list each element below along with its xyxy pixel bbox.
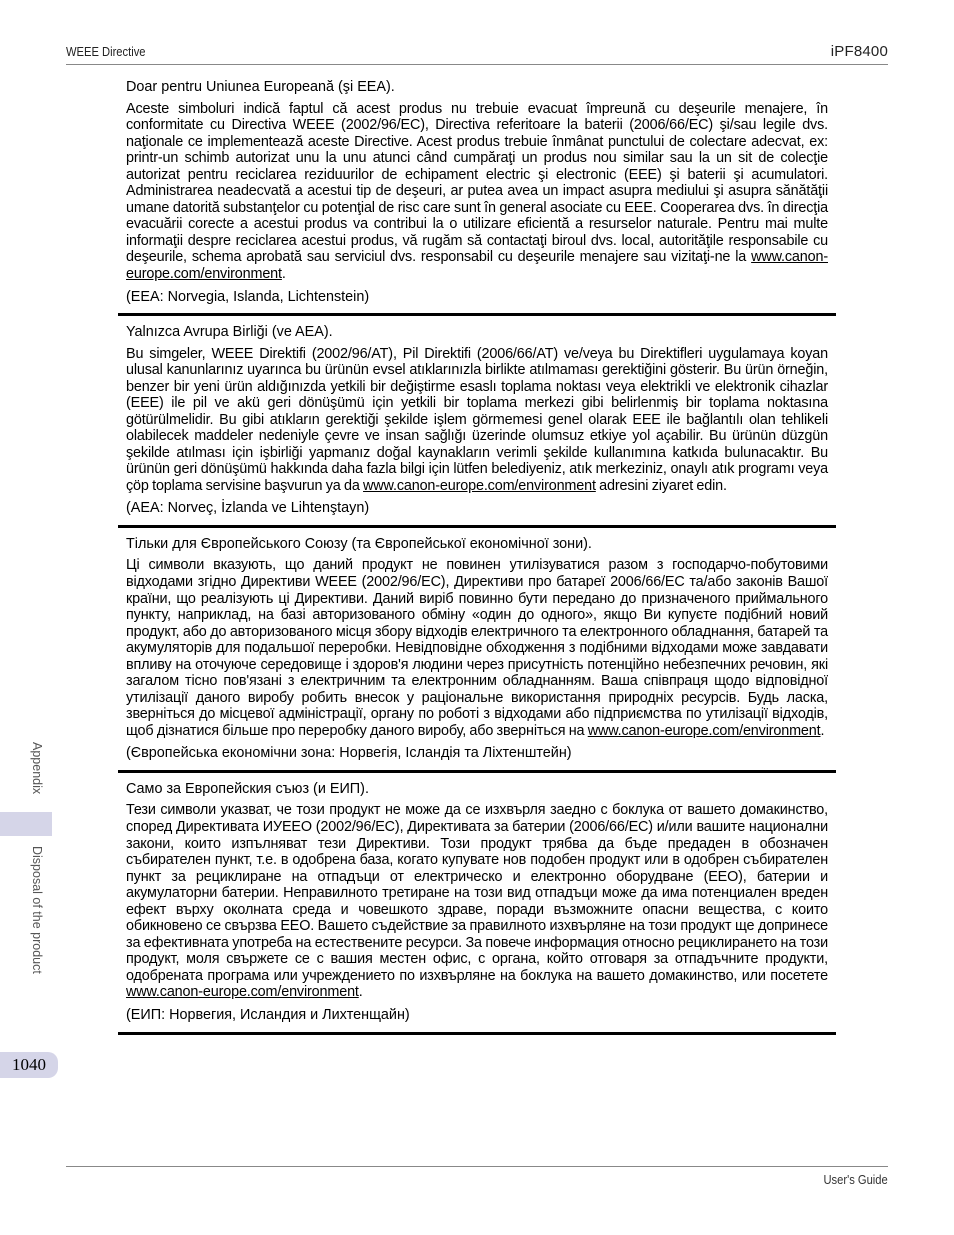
sidebar-appendix-label[interactable]: Appendix [30, 742, 44, 795]
romanian-notice [118, 79, 836, 305]
environment-link[interactable]: www.canon-europe.com/environment [363, 477, 596, 494]
notice-scope: (EEA: Norvegia, Islanda, Lichtenstein) [126, 288, 370, 305]
section-divider [118, 525, 836, 528]
environment-link[interactable]: www.canon-europe.com/environment [126, 249, 828, 282]
notice-title: Yalnızca Avrupa Birliği (ve AEA). [126, 324, 333, 341]
footer-guide-title: User's Guide [823, 1172, 888, 1187]
section-divider [118, 1032, 836, 1035]
header-model-name: iPF8400 [830, 43, 888, 60]
ukrainian-notice [118, 536, 836, 762]
notice-title: Само за Европейския съюз (и ЕИП). [126, 780, 369, 797]
environment-link[interactable]: www.canon-europe.com/environment [126, 984, 359, 1001]
page-number: 1040 [0, 1052, 58, 1078]
sidebar-active-tab [0, 812, 52, 836]
notice-title: Тільки для Європейського Союзу (та Європейської економічної зони). [126, 535, 592, 552]
notice-title: Doar pentru Uniunea Europeană (şi EEA). [126, 79, 395, 95]
notice-scope: (ЕИП: Норвегия, Исландия и Лихтенщайн) [126, 1007, 410, 1024]
bulgarian-notice [118, 781, 836, 1024]
environment-link[interactable]: www.canon-europe.com/environment [587, 722, 821, 739]
notice-scope: (Європейська економічни зона: Норвегія, Ісландія та Ліхтенштейн) [126, 745, 572, 762]
notice-body: Aceste simboluri indică faptul că acest produs nu trebuie evacuat împreună cu deşeurile menajere, în conformitate cu Directiva WEEE (2002/96/EC), Directiva referitoare la baterii (2006/66/EC) şi/sau legile dvs. naţionale ce implementează aceste Directive. Acest produs trebuie înmânat punctului de colectare adecvat, ex: printr-un schimb autorizat unu la unu atunci când cumpăraţi un produs nou similar sau la un sit de colecţie autorizat pentru reciclarea reziduurilor de echipament electric şi electronic (EEE) şi baterii şi acumulatori. Administrarea neadecvată a acestui tip de deşeuri, ar putea avea un impact asupra mediului şi asupra sănătăţii umane datorită substanţelor cu potenţial de risc care sunt în general asociate cu EEE. Cooperarea dvs. în direcţia evacuării corecte a acestui produs va contribui la o utilizare eficientă a resurselor naturale. Pentru mai multe informaţii despre reciclarea acestui produs, vă rugăm să contactaţi biroul dvs. local, autorităţile responsabile cu deşeurile, schema aprobată sau serviciul dvs. responsabil cu deşeurile menajere sau vizitaţi-ne la www.canon-europe.com/environment. [126, 100, 828, 282]
notice-scope: (AEA: Norveç, İzlanda ve Lihtenştayn) [126, 500, 370, 517]
section-divider [118, 770, 836, 773]
directive-content [118, 76, 836, 1035]
notice-body: Тези символи указват, че този продукт не може да се изхвърля заедно с боклука от вашето домакинство, според Директивата ИУЕЕО (2002/96/EC), Директивата за батерии (2006/66/EC) и/или вашите национални закони, които изпълняват тези Директиви. Този продукт трябва да бъде предаден в обозначен събирателен пункт, т.е. в одобрена база, когато купувате нов подобен продукт или в одобрен събирателен пункт за рециклиране на отпадъци от електрическо и електронно оборудване (ЕЕО), батерии и акумулаторни батерии. Неправилното третиране на този вид отпадъци може да има потенциален вреден ефект върху околната среда и човешкото здраве, поради възможните опасни вещества, с които обикновено се свързва ЕЕО. Вашето съдействие за правилното изхвърляне на този продукт ще допринесе за ефективната употреба на естествените ресурси. За повече информация относно рециклирането на този продукт, моля свържете се с вашия местен офис, с органа, който отговаря за отпадъчните продукти, одобрената програма или учреждението по изхвърляне на боклука на вашето домакинство, или посетете www.canon-europe.com/environment. [126, 802, 828, 1001]
notice-body: Bu simgeler, WEEE Direktifi (2002/96/AT), Pil Direktifi (2006/66/AT) ve/veya bu Direktifleri uygulamaya koyan ulusal kanunlarınız uyarınca bu ürünün evsel atıklarınızla birlikte atılmaması gerektiğini gösterir. Bu ürün örneğin, benzer bir yeni ürün aldığınızda yetkili bir değiştirme esaslı toplama noktası veya elektrikli ve elektronik cihazlar (EEE) ile pil ve akü geri dönüşümü için yetkili bir toplama merkezi gibi belirlenmiş bir toplama noktasına götürülmelidir. Bu gibi atıkların gerektiği şekilde işlem görmemesi genel olarak EEE ile bağlantılı olan tehlikeli olabilecek maddeler nedeniyle çevre ve insan sağlığı üzerinde olumsuz etkiye yol açabilir. Bu ürünün düzgün şekilde atılması için işbirliği yapmanız doğal kaynakların verimli şekilde kullanımına katkıda bulunacaktır. Bu ürünün geri dönüşümü hakkında daha fazla bilgi için lütfen belediyeniz, atık merkeziniz, onaylı atık programı veya çöp toplama servisine başvurun ya da www.canon-europe.com/environment adresini ziyaret edin. [126, 345, 828, 494]
turkish-notice [118, 324, 836, 517]
section-divider [118, 313, 836, 316]
notice-body: Ці символи вказують, що даний продукт не повинен утилізуватися разом з господарчо-побутовими відходами згідно Директиви WEEE (2002/96/EC), Директиви про батареї 2006/66/EC та/або законів Вашої країни, що реалізують ці Директиви. Даний виріб повинно бути передано до призначеного приймального пункту, наприклад, на базі авторизованого обміну «один до одного», якщо Ви купуєте подібний новий продукт, або до авторизованого місця збору відходів електричного та електронного обладнання, батарей та акумуляторів для подальшої переробки. Невідповідне обходження з подібними відходами може завдавати впливу на оточуюче середовище і здоров'я людини через присутність потенційно небезпечних речовин, які загалом тісно пов'язані з електричним та електронним обладнанням. Ваша співпраця щодо відповідної утилізації даного виробу робить внесок у раціональне використання природніх ресурсів. Будь ласка, зверніться до місцевої адміністрації, органу по роботі з відходами або підприємства по утилізації відходів, щоб дізнатися більше про переробку даного виробу, або зверніться на www.canon-europe.com/environment. [126, 557, 828, 739]
footer-divider [66, 1166, 888, 1167]
header-divider [66, 64, 888, 65]
sidebar-disposal-label[interactable]: Disposal of the product [30, 846, 44, 974]
header-section-title: WEEE Directive [66, 44, 146, 59]
